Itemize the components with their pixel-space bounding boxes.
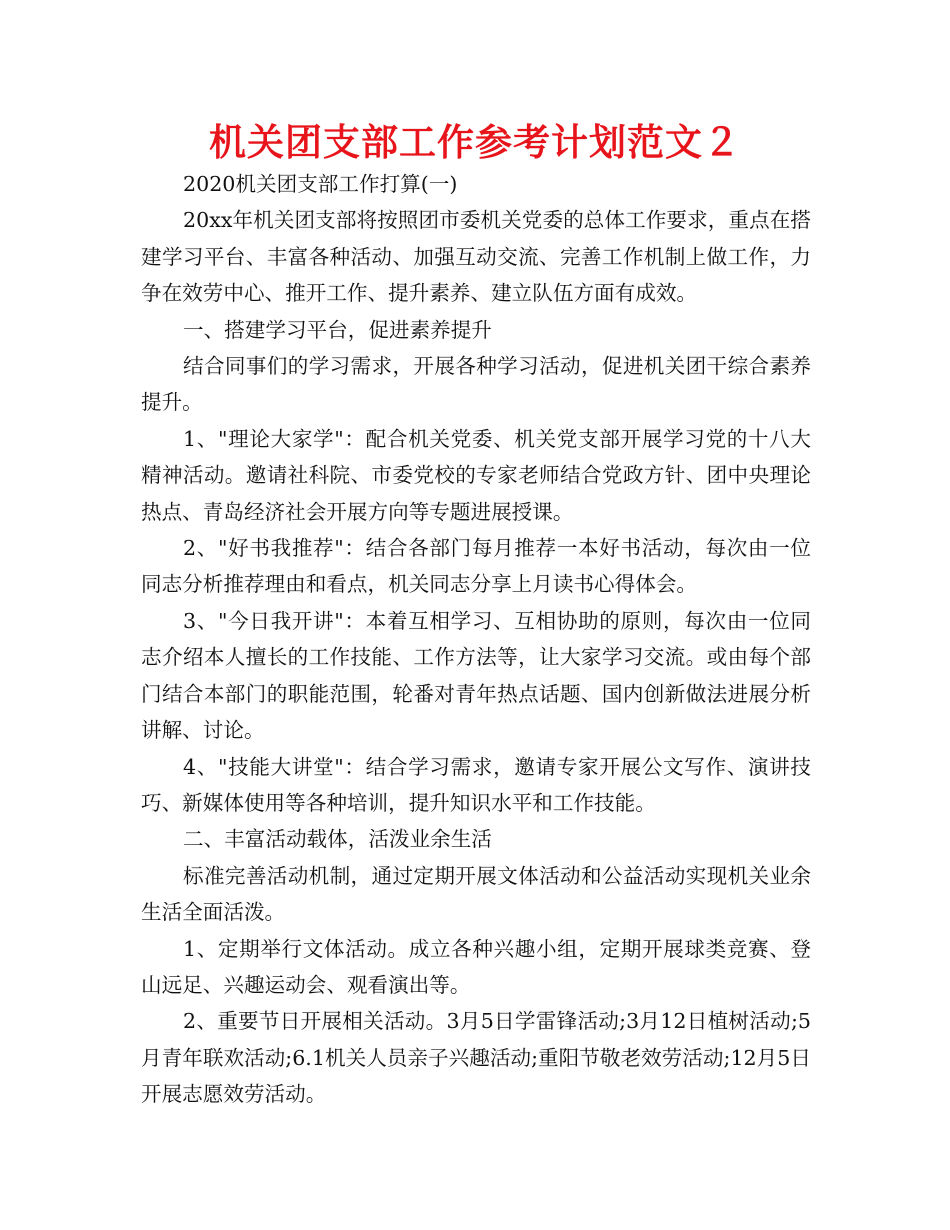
paragraph-intro: 20xx年机关团支部将按照团市委机关党委的总体工作要求，重点在搭建学习平台、丰富各种活动、加强互动交流、完善工作机制上做工作，力争在效劳中心、推开工作、提升素养、建立队伍方面有成效。 — [141, 208, 811, 306]
document-body — [141, 166, 811, 1113]
section-heading-2: 二、丰富活动载体，活泼业余生活 — [183, 827, 492, 852]
paragraph-item-1-3: 3、"今日我开讲"：本着互相学习、互相协助的原则，每次由一位同志介绍本人擅长的工作技能、工作方法等，让大家学习交流。或由每个部门结合本部门的职能范围，轮番对青年热点话题、国内创新做法进展分析讲解、讨论。 — [141, 608, 811, 743]
paragraph-subtitle: 2020机关团支部工作打算(一) — [183, 172, 458, 196]
paragraph-section-1-intro: 结合同事们的学习需求，开展各种学习活动，促进机关团干综合素养提升。 — [141, 354, 811, 415]
section-heading-1: 一、搭建学习平台，促进素养提升 — [183, 317, 492, 342]
paragraph-item-1-4: 4、"技能大讲堂"：结合学习需求，邀请专家开展公文写作、演讲技巧、新媒体使用等各种培训，提升知识水平和工作技能。 — [141, 754, 811, 815]
paragraph-item-1-1: 1、"理论大家学"：配合机关党委、机关党支部开展学习党的十八大精神活动。邀请社科院、市委党校的专家老师结合党政方针、团中央理论热点、青岛经济社会开展方向等专题进展授课。 — [141, 426, 811, 524]
document-title: 机关团支部工作参考计划范文２ — [209, 121, 741, 164]
paragraph-item-2-2: 2、重要节日开展相关活动。3月5日学雷锋活动;3月12日植树活动;5月青年联欢活动;6.1机关人员亲子兴趣活动;重阳节敬老效劳活动;12月5日开展志愿效劳活动。 — [141, 1009, 811, 1107]
paragraph-item-2-1: 1、定期举行文体活动。成立各种兴趣小组，定期开展球类竞赛、登山远足、兴趣运动会、观看演出等。 — [141, 936, 811, 997]
paragraph-section-2-intro: 标准完善活动机制，通过定期开展文体活动和公益活动实现机关业余生活全面活泼。 — [141, 863, 811, 925]
paragraph-item-1-2: 2、"好书我推荐"：结合各部门每月推荐一本好书活动，每次由一位同志分析推荐理由和看点，机关同志分享上月读书心得体会。 — [141, 536, 811, 597]
